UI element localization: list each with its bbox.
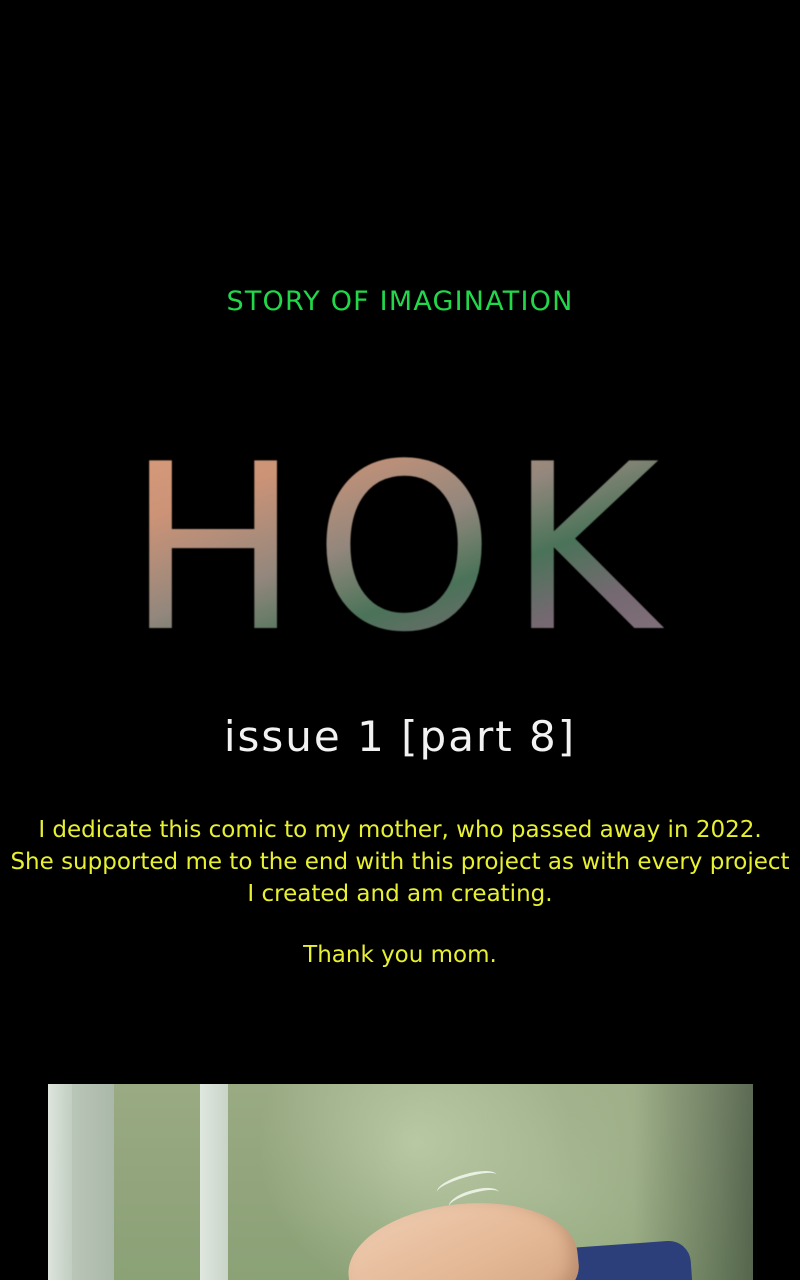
panel-wall-strip-second [72, 1084, 114, 1280]
title-block [0, 416, 800, 683]
panel-wall-strip-left [48, 1084, 72, 1280]
comic-panel [48, 1084, 753, 1280]
dedication-line-2: She supported me to the end with this project as with every project [10, 849, 790, 875]
comic-title: HOK [126, 416, 674, 683]
panel-wall-strip-third [200, 1084, 228, 1280]
issue-label: issue 1 [part 8] [223, 712, 577, 761]
dedication-line-1: I dedicate this comic to my mother, who passed away in 2022. [38, 817, 762, 843]
dedication-text [0, 814, 800, 910]
thanks-line: Thank you mom. [303, 942, 497, 968]
story-tagline: STORY OF IMAGINATION [226, 286, 574, 317]
dedication-line-3: I created and am creating. [247, 881, 553, 907]
